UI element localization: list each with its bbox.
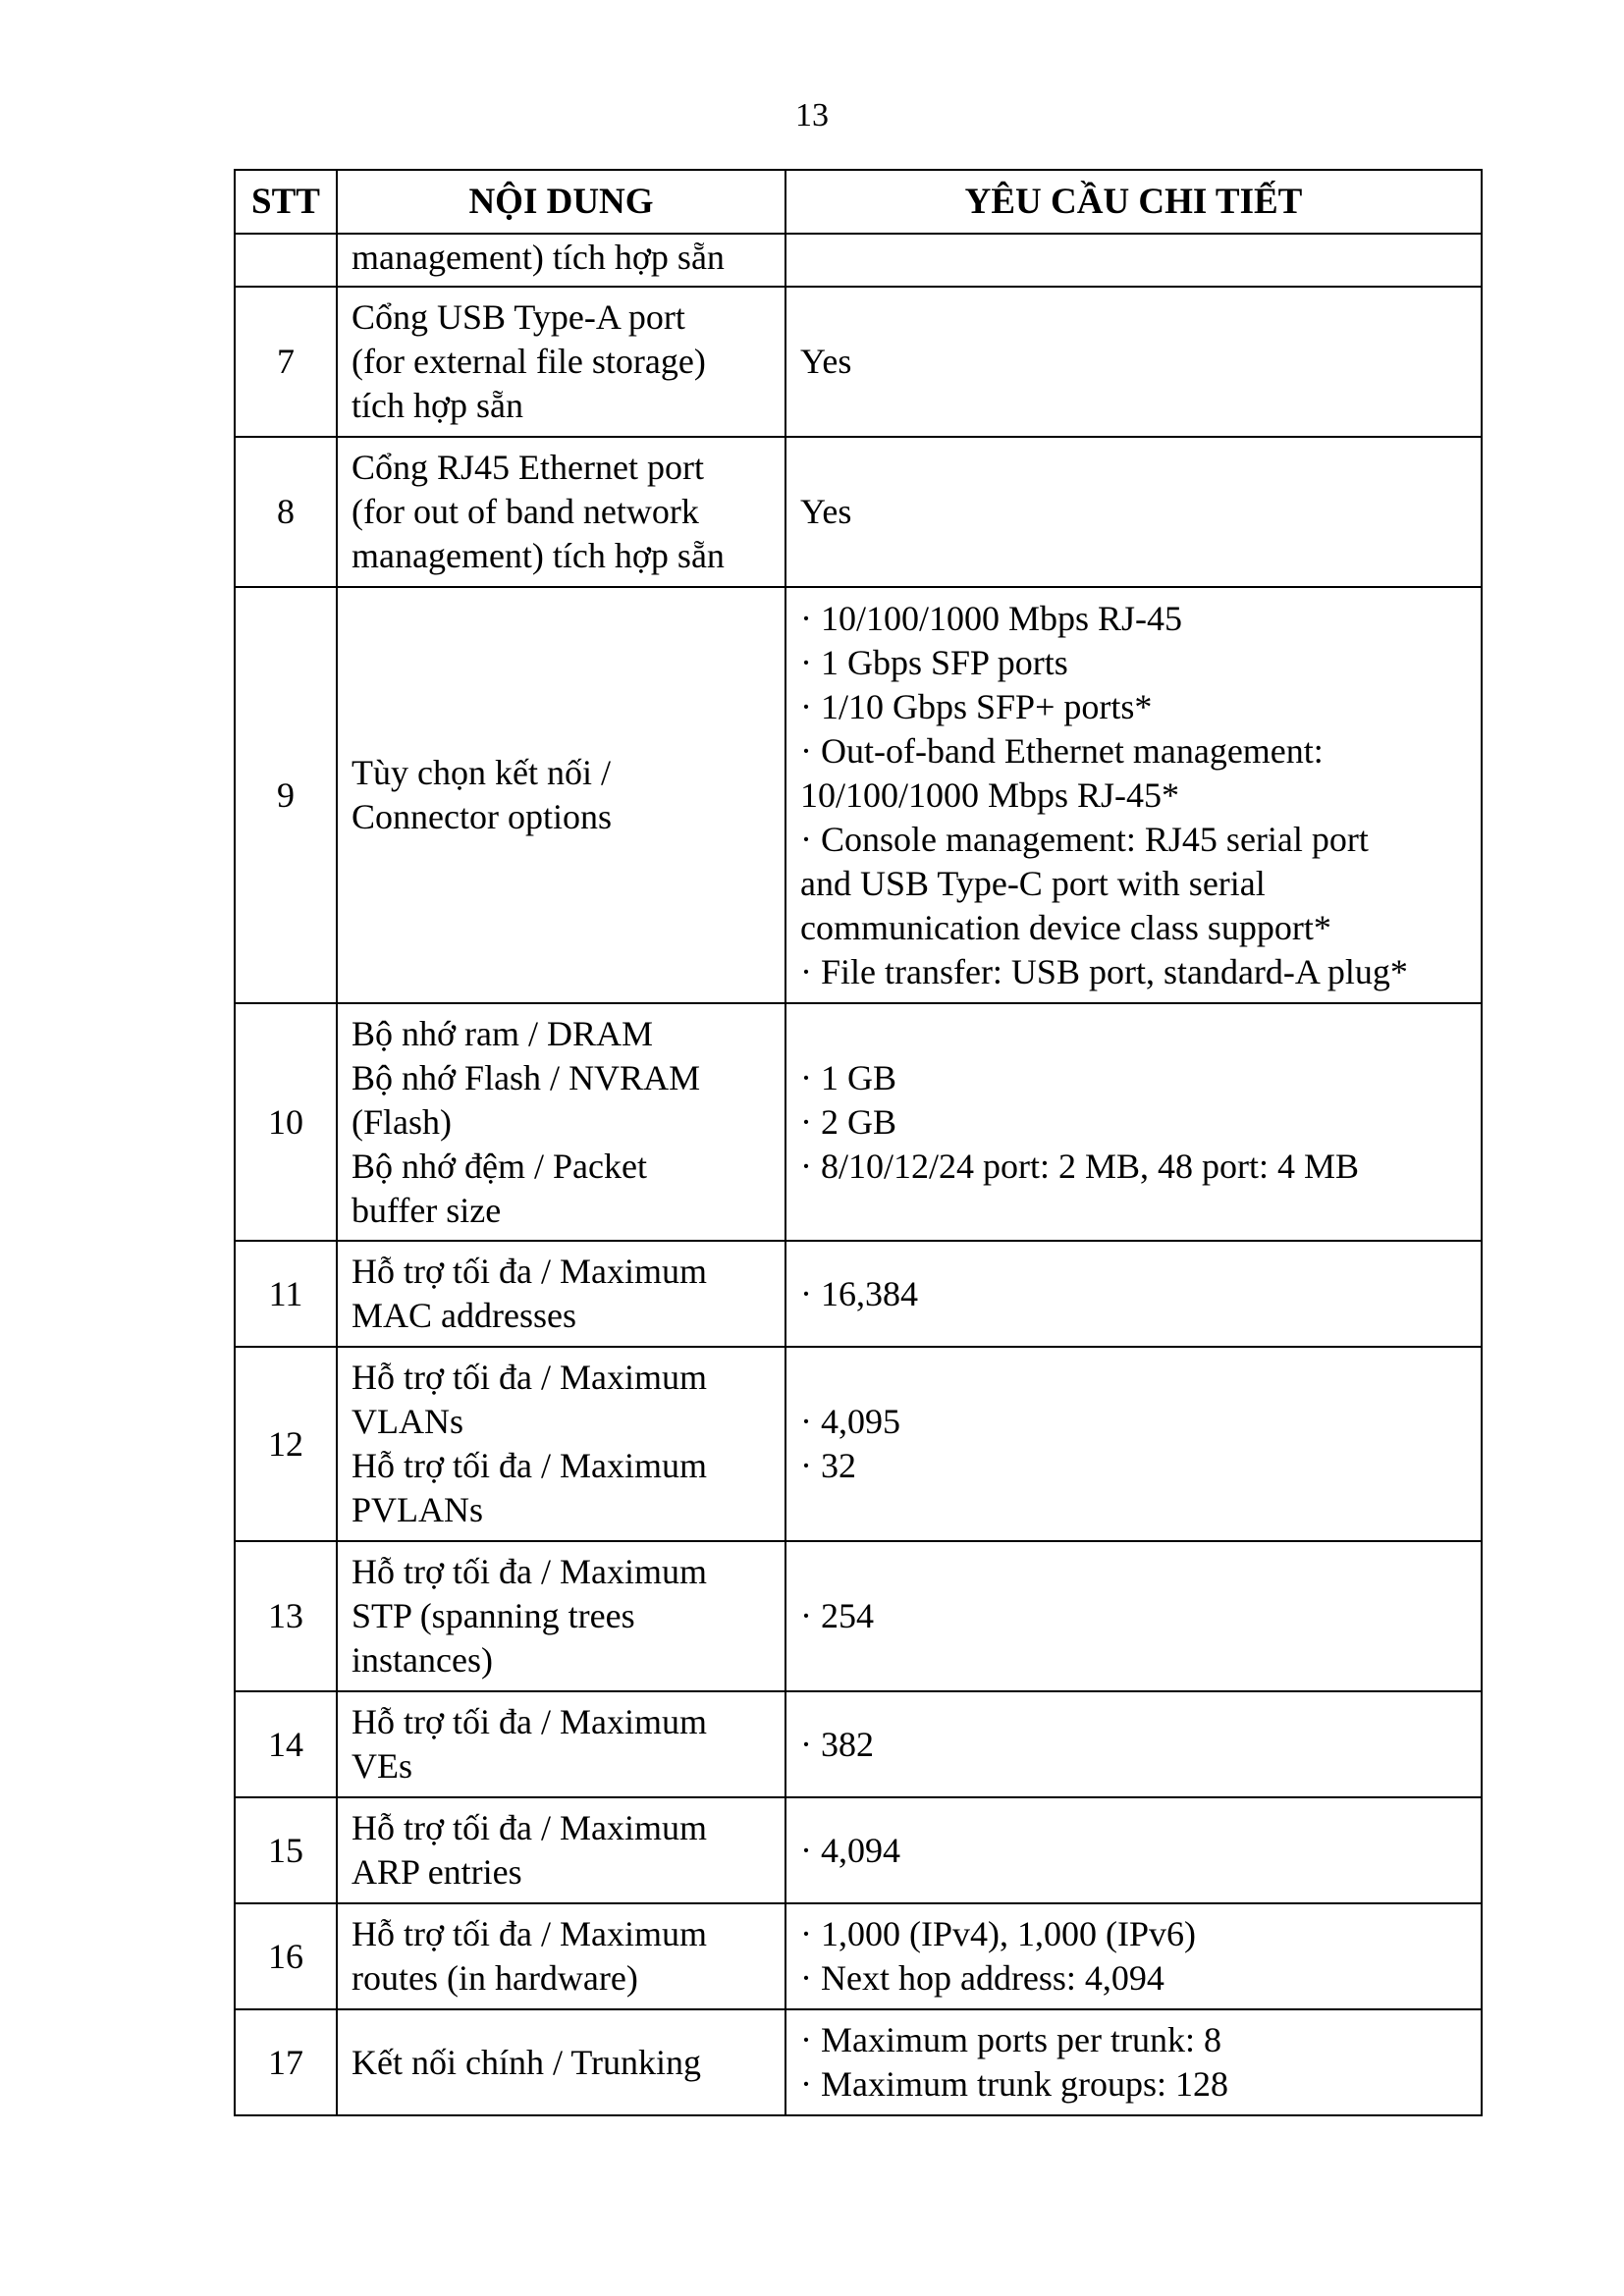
table-row	[235, 587, 1482, 1003]
content-line: management) tích hợp sẵn	[352, 536, 725, 575]
row-stt: 8	[235, 437, 337, 587]
content-line: VLANs	[352, 1402, 463, 1441]
content-line: tích hợp sẵn	[352, 386, 524, 425]
row-content	[337, 1797, 785, 1903]
row-content	[337, 234, 785, 287]
content-line: management) tích hợp sẵn	[352, 238, 725, 277]
row-requirement	[785, 1347, 1482, 1541]
requirement-line: · Next hop address: 4,094	[800, 1958, 1164, 1998]
content-line: (for external file storage)	[352, 342, 706, 381]
content-line: VEs	[352, 1746, 412, 1786]
row-content	[337, 287, 785, 437]
content-line: Hỗ trợ tối đa / Maximum	[352, 1358, 708, 1397]
table-row	[235, 1347, 1482, 1541]
content-line: Tùy chọn kết nối /	[352, 753, 611, 792]
row-content	[337, 2009, 785, 2115]
row-content	[337, 1241, 785, 1347]
row-requirement	[785, 587, 1482, 1003]
row-requirement	[785, 1241, 1482, 1347]
requirement-line: Yes	[800, 342, 852, 381]
row-stt: 9	[235, 587, 337, 1003]
row-requirement	[785, 1903, 1482, 2009]
row-requirement	[785, 1541, 1482, 1691]
row-requirement	[785, 2009, 1482, 2115]
table-row	[235, 2009, 1482, 2115]
row-content	[337, 1347, 785, 1541]
content-line: Bộ nhớ đệm / Packet	[352, 1146, 647, 1186]
content-line: Kết nối chính / Trunking	[352, 2042, 702, 2082]
table-row	[235, 1541, 1482, 1691]
requirement-line: · 1/10 Gbps SFP+ ports*	[800, 686, 1153, 726]
table-row	[235, 287, 1482, 437]
requirement-line: · 4,095	[800, 1402, 900, 1441]
requirement-line: · 382	[800, 1724, 874, 1764]
content-line: buffer size	[352, 1190, 502, 1230]
row-content	[337, 1903, 785, 2009]
content-line: Bộ nhớ ram / DRAM	[352, 1013, 654, 1053]
row-content	[337, 1541, 785, 1691]
header-content: NỘI DUNG	[337, 170, 785, 234]
header-requirement: YÊU CẦU CHI TIẾT	[785, 170, 1482, 234]
table-row	[235, 234, 1482, 287]
requirement-line: · 32	[800, 1446, 856, 1485]
content-line: Hỗ trợ tối đa / Maximum	[352, 1702, 708, 1741]
requirement-line: and USB Type-C port with serial	[800, 863, 1266, 903]
row-stt: 15	[235, 1797, 337, 1903]
row-stt: 10	[235, 1003, 337, 1241]
row-stt: 17	[235, 2009, 337, 2115]
content-line: routes (in hardware)	[352, 1958, 638, 1998]
content-line: (Flash)	[352, 1101, 452, 1142]
table-row	[235, 1797, 1482, 1903]
table-row	[235, 1903, 1482, 2009]
row-stt: 16	[235, 1903, 337, 2009]
table-row	[235, 1241, 1482, 1347]
content-line: ARP entries	[352, 1852, 522, 1892]
header-stt: STT	[235, 170, 337, 234]
row-requirement	[785, 234, 1482, 287]
content-line: MAC addresses	[352, 1296, 576, 1335]
content-line: Connector options	[352, 797, 612, 836]
content-line: Hỗ trợ tối đa / Maximum	[352, 1808, 708, 1847]
page-number: 13	[795, 97, 829, 133]
table-header-row	[235, 170, 1482, 234]
content-line: Hỗ trợ tối đa / Maximum	[352, 1446, 708, 1485]
row-requirement	[785, 1691, 1482, 1797]
row-stt: 13	[235, 1541, 337, 1691]
requirement-line: · Maximum ports per trunk: 8	[800, 2020, 1221, 2059]
specification-table	[234, 169, 1483, 2116]
row-requirement	[785, 1797, 1482, 1903]
row-requirement	[785, 437, 1482, 587]
row-stt: 7	[235, 287, 337, 437]
row-requirement	[785, 287, 1482, 437]
content-line: Hỗ trợ tối đa / Maximum	[352, 1252, 708, 1291]
requirement-line: · 8/10/12/24 port: 2 MB, 48 port: 4 MB	[800, 1146, 1360, 1186]
content-line: STP (spanning trees	[352, 1596, 635, 1635]
requirement-line: · File transfer: USB port, standard-A plug*	[800, 951, 1408, 991]
content-line: instances)	[352, 1640, 493, 1680]
requirement-line: · 10/100/1000 Mbps RJ-45	[800, 598, 1183, 638]
row-content	[337, 587, 785, 1003]
row-stt	[235, 234, 337, 287]
requirement-line: · 4,094	[800, 1830, 900, 1870]
requirement-line: Yes	[800, 492, 852, 531]
requirement-line: 10/100/1000 Mbps RJ-45*	[800, 774, 1180, 815]
requirement-line: · 254	[800, 1596, 874, 1635]
requirement-line: · 1 GB	[800, 1057, 896, 1097]
content-line: Bộ nhớ Flash / NVRAM	[352, 1057, 701, 1097]
row-content	[337, 1003, 785, 1241]
table-row	[235, 437, 1482, 587]
content-line: Hỗ trợ tối đa / Maximum	[352, 1552, 708, 1591]
content-line: (for out of band network	[352, 492, 699, 531]
table-row	[235, 1691, 1482, 1797]
requirement-line: · Out-of-band Ethernet management:	[800, 730, 1324, 771]
row-content	[337, 1691, 785, 1797]
table-row	[235, 1003, 1482, 1241]
requirement-line: communication device class support*	[800, 907, 1331, 947]
requirement-line: · 2 GB	[800, 1101, 896, 1142]
content-line: Cổng USB Type-A port	[352, 297, 685, 337]
row-stt: 12	[235, 1347, 337, 1541]
requirement-line: · 1,000 (IPv4), 1,000 (IPv6)	[800, 1914, 1196, 1953]
content-line: Cổng RJ45 Ethernet port	[352, 448, 704, 487]
requirement-line: · Console management: RJ45 serial port	[800, 819, 1369, 859]
requirement-line: · Maximum trunk groups: 128	[800, 2064, 1228, 2104]
row-stt: 11	[235, 1241, 337, 1347]
content-line: PVLANs	[352, 1490, 484, 1529]
row-content	[337, 437, 785, 587]
content-line: Hỗ trợ tối đa / Maximum	[352, 1914, 708, 1953]
row-requirement	[785, 1003, 1482, 1241]
requirement-line: · 16,384	[800, 1273, 918, 1313]
row-stt: 14	[235, 1691, 337, 1797]
requirement-line: · 1 Gbps SFP ports	[800, 642, 1068, 682]
